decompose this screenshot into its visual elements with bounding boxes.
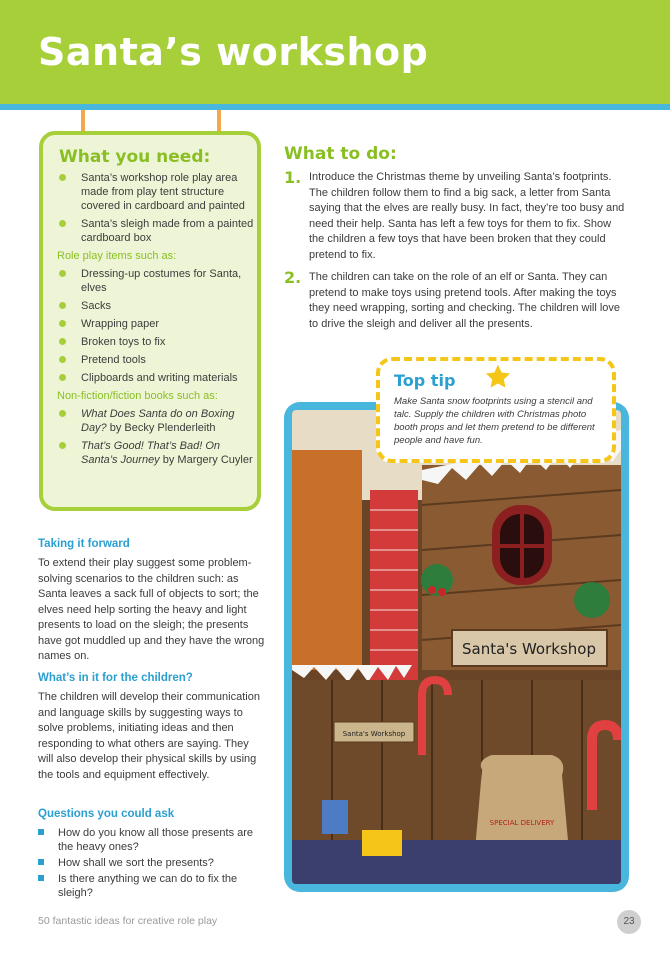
bullet-icon <box>59 270 66 277</box>
bullet-icon <box>38 859 44 865</box>
questions-list <box>38 826 268 902</box>
bullet-icon <box>59 220 66 227</box>
questions-heading: Questions you could ask <box>38 808 175 820</box>
book-title: That’s Good! That’s Bad! On Santa’s Journey <box>81 440 221 466</box>
bullet-icon <box>59 410 66 417</box>
books-heading: Non-fiction/fiction books such as: <box>57 390 218 402</box>
page-number: 23 <box>617 910 641 934</box>
list-item: Dressing-up costumes for Santa, elves <box>57 267 257 295</box>
step-2 <box>284 270 629 332</box>
step-number: 2. <box>284 268 302 287</box>
list-item: Is there anything we can do to fix the sleigh? <box>38 872 268 900</box>
hanger-left <box>81 110 85 132</box>
workshop-sign-text: Santa's Workshop <box>461 640 597 658</box>
step-number: 1. <box>284 168 302 187</box>
bullet-icon <box>59 302 66 309</box>
list-item: Santa’s workshop role play area made from play tent structure covered in cardboard and painted <box>57 171 257 213</box>
list-item: Clipboards and writing materials <box>57 371 257 385</box>
book-title: What Does Santa do on Boxing Day? <box>81 408 235 434</box>
step-text: The children can take on the role of an elf or Santa. They can pretend to make toys using pretend tools. After making the toys they need wrapping, sorting and checking. The children will love to drive the sleigh and deliver all the presents. <box>309 271 621 330</box>
footer-text: 50 fantastic ideas for creative role play <box>38 915 218 927</box>
taking-it-forward-text: To extend their play suggest some problem-solving scenarios to the children such: as Santa leaves a sack full of objects to sort; the elves need help sorting the heavy and light presents to load on the sleigh; the presents have got muddled up and they have the wrong names on. <box>38 557 265 662</box>
whats-in-it-text: The children will develop their communication and language skills by suggesting ways to solve problems, initiating ideas and then responding to what others are saying. They will also develop their physical skills by using the tools and equipment effectively. <box>38 691 260 781</box>
what-you-need-list <box>57 171 257 471</box>
list-item: How shall we sort the presents? <box>38 856 268 870</box>
list-item: Wrapping paper <box>57 317 257 331</box>
bullet-icon <box>59 338 66 345</box>
header-stripe <box>0 104 670 110</box>
list-item <box>57 407 257 435</box>
bullet-icon <box>38 875 44 881</box>
book-author: by Becky Plenderleith <box>106 422 216 434</box>
list-item: How do you know all those presents are the heavy ones? <box>38 826 268 854</box>
top-tip-box <box>376 357 616 463</box>
hanger-right <box>217 110 221 132</box>
bullet-icon <box>38 829 44 835</box>
bullet-icon <box>59 442 66 449</box>
step-text: Introduce the Christmas theme by unveiling Santa’s footprints. The children follow them to find a big sack, a letter from Santa saying that the elves are really busy. In fact, they’re too busy and need their help. Santa has left a few toys for them to fix. Show the children a few toys that have been broken that they could pretend to fix. <box>309 171 625 261</box>
book-author: by Margery Cuyler <box>159 454 253 466</box>
star-icon <box>484 363 512 391</box>
top-tip-title: Top tip <box>394 371 456 390</box>
role-play-heading: Role play items such as: <box>57 250 177 262</box>
whats-in-it-heading: What’s in it for the children? <box>38 672 193 684</box>
what-you-need-box <box>39 131 261 511</box>
what-you-need-title: What you need: <box>59 147 211 167</box>
bullet-icon <box>59 320 66 327</box>
bullet-icon <box>59 356 66 363</box>
list-item: Broken toys to fix <box>57 335 257 349</box>
sack-text-1: SPECIAL DELIVERY <box>489 819 555 827</box>
list-item <box>57 439 257 467</box>
list-item: Pretend tools <box>57 353 257 367</box>
workshop-photo <box>292 410 621 884</box>
list-item: Santa’s sleigh made from a painted cardboard box <box>57 217 257 245</box>
step-1 <box>284 170 629 263</box>
small-sign-text: Santa's Workshop <box>342 730 406 738</box>
top-tip-text: Make Santa snow footprints using a stencil and talc. Supply the children with Christmas photo booth props and let them pretend to be different people and have fun. <box>394 396 595 446</box>
bullet-icon <box>59 174 66 181</box>
bullet-icon <box>59 374 66 381</box>
page-title: Santa’s workshop <box>38 30 429 74</box>
taking-it-forward-heading: Taking it forward <box>38 538 130 550</box>
list-item: Sacks <box>57 299 257 313</box>
what-to-do-title: What to do: <box>284 144 397 164</box>
